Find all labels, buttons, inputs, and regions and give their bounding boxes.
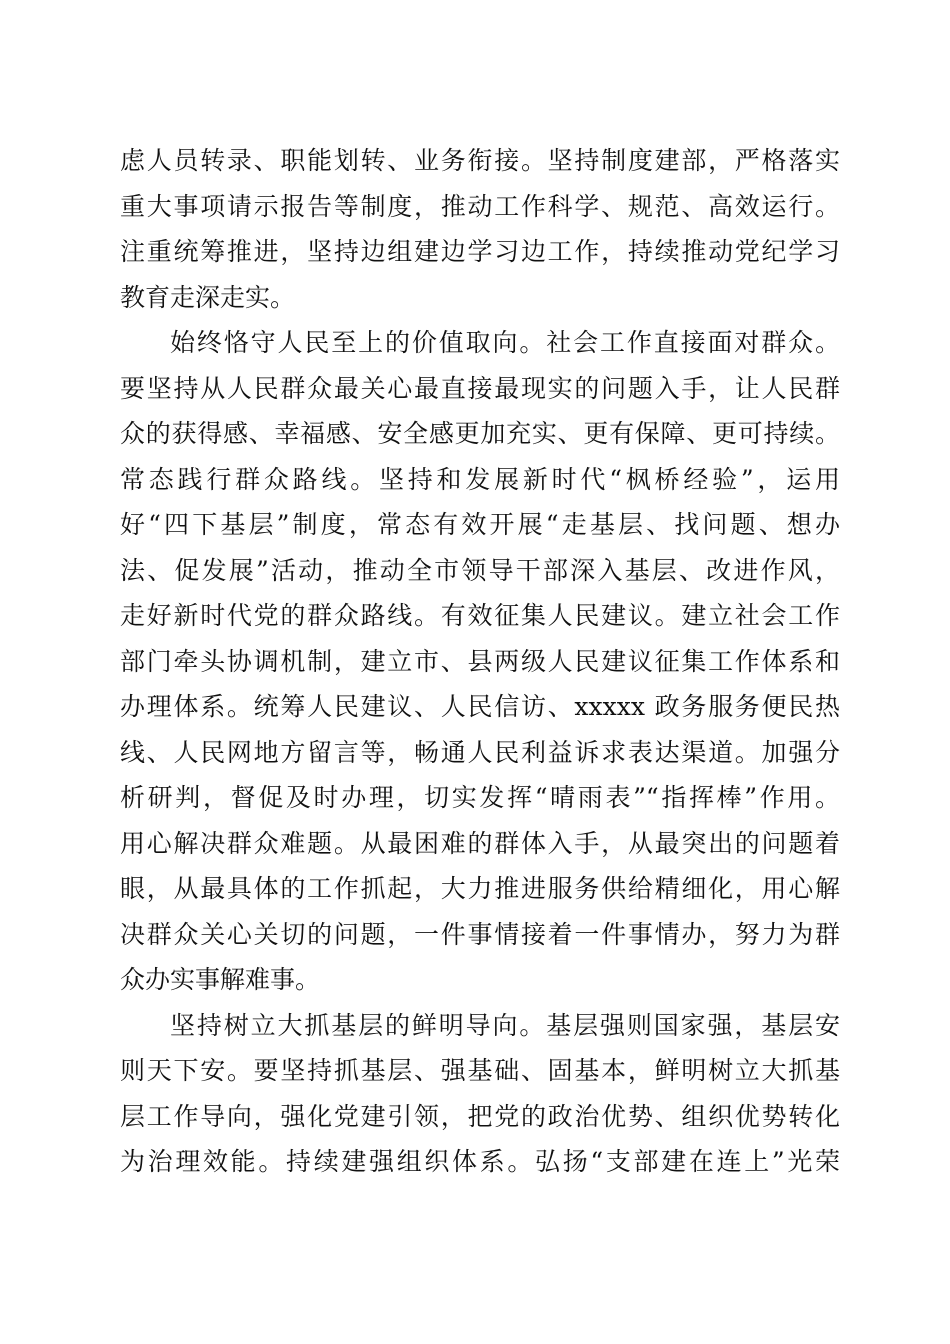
text-line: 办理体系。统筹人民建议、人民信访、xxxxx 政务服务便民热 — [120, 692, 840, 721]
text-line: 众办实事解难事。 — [120, 965, 321, 994]
text-line: 教育走深走实。 — [120, 283, 296, 312]
text-line: 众的获得感、幸福感、安全感更加充实、更有保障、更可持续。 — [120, 419, 840, 448]
text-line: 重大事项请示报告等制度，推动工作科学、规范、高效运行。 — [120, 192, 840, 221]
text-line: 法、促发展”活动，推动全市领导干部深入基层、改进作风， — [120, 556, 840, 585]
paragraph-first-line: 始终恪守人民至上的价值取向。社会工作直接面对群众。 — [170, 328, 840, 357]
text-line: 要坚持从人民群众最关心最直接最现实的问题入手，让人民群 — [120, 374, 840, 403]
text-line: 用心解决群众难题。从最困难的群体入手，从最突出的问题着 — [120, 829, 840, 858]
text-line: 注重统筹推进，坚持边组建边学习边工作，持续推动党纪学习 — [120, 237, 840, 266]
text-line: 部门牵头协调机制，建立市、县两级人民建议征集工作体系和 — [120, 647, 840, 676]
text-line: 虑人员转录、职能划转、业务衔接。坚持制度建部，严格落实 — [120, 146, 840, 175]
text-line: 析研判，督促及时办理，切实发挥“晴雨表”“指挥棒”作用。 — [120, 783, 840, 812]
text-line: 常态践行群众路线。坚持和发展新时代“枫桥经验”，运用 — [120, 465, 840, 494]
text-line: 则天下安。要坚持抓基层、强基础、固基本，鲜明树立大抓基 — [120, 1056, 840, 1085]
text-line: 好“四下基层”制度，常态有效开展“走基层、找问题、想办 — [120, 510, 840, 539]
text-line: 层工作导向，强化党建引领，把党的政治优势、组织优势转化 — [120, 1102, 840, 1131]
text-line: 决群众关心关切的问题，一件事情接着一件事情办，努力为群 — [120, 920, 840, 949]
text-line: 走好新时代党的群众路线。有效征集人民建议。建立社会工作 — [120, 601, 840, 630]
paragraph-first-line: 坚持树立大抓基层的鲜明导向。基层强则国家强，基层安 — [170, 1011, 840, 1040]
text-line: 线、人民网地方留言等，畅通人民利益诉求表达渠道。加强分 — [120, 738, 840, 767]
text-line: 为治理效能。持续建强组织体系。弘扬“支部建在连上”光荣 — [120, 1147, 840, 1176]
text-line: 眼，从最具体的工作抓起，大力推进服务供给精细化，用心解 — [120, 874, 840, 903]
